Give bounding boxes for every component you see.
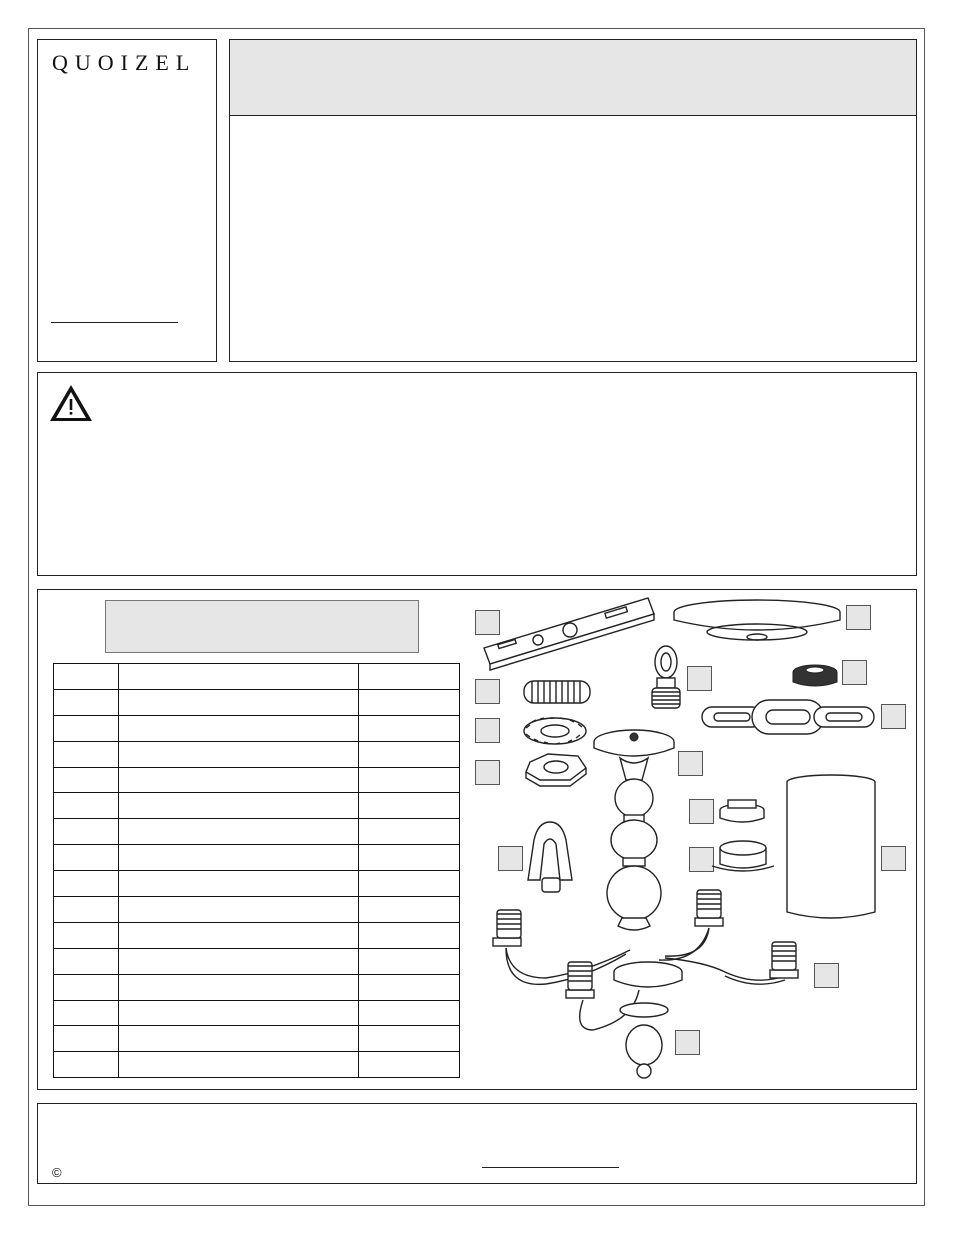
threaded-nipple-icon <box>524 681 590 703</box>
center-column-icon <box>594 730 674 930</box>
glass-shade-icon <box>787 775 875 918</box>
warning-icon <box>48 383 94 423</box>
footer-underline <box>482 1167 619 1168</box>
table-row <box>54 1026 460 1052</box>
table-row <box>54 871 460 897</box>
parts-table <box>53 663 460 1078</box>
hex-nut-icon <box>526 754 586 786</box>
table-row <box>54 689 460 715</box>
socket-ring-icon <box>720 800 764 822</box>
bobeche-cup-icon <box>712 841 774 871</box>
canopy-icon <box>674 600 840 640</box>
footer-panel <box>37 1103 917 1184</box>
decorative-nut-icon <box>793 665 837 686</box>
chain-icon <box>702 700 874 734</box>
table-row <box>54 974 460 1000</box>
bottom-finial-icon <box>620 1003 668 1078</box>
screw-collar-loop-icon <box>652 646 680 708</box>
table-row <box>54 1000 460 1026</box>
brand-logo: QUOIZEL <box>52 50 197 75</box>
crossbar-icon <box>484 598 654 670</box>
table-row <box>54 741 460 767</box>
table-row <box>54 767 460 793</box>
parts-heading-box <box>105 600 419 653</box>
table-row <box>54 819 460 845</box>
table-row <box>54 845 460 871</box>
table-row <box>54 715 460 741</box>
table-row <box>54 1052 460 1078</box>
hook-icon <box>528 822 572 892</box>
table-row <box>54 897 460 923</box>
table-row <box>54 664 460 690</box>
logo-panel <box>37 39 217 362</box>
table-row <box>54 948 460 974</box>
parts-illustration <box>470 590 910 1085</box>
warning-panel <box>37 372 917 576</box>
table-row <box>54 922 460 948</box>
title-bar <box>229 39 917 116</box>
copyright-symbol: © <box>52 1165 62 1180</box>
model-underline <box>51 322 178 323</box>
lock-washer-icon <box>524 718 586 744</box>
table-row <box>54 793 460 819</box>
